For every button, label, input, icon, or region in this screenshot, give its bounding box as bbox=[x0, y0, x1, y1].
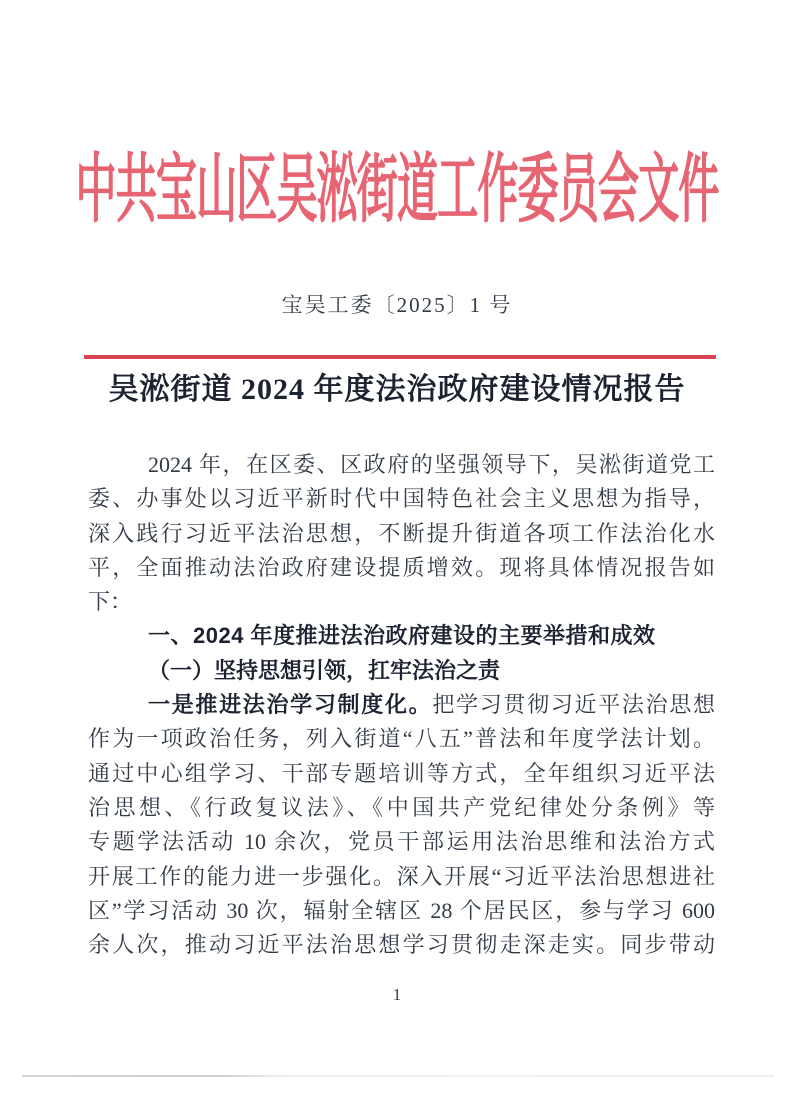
document-title: 吴淞街道 2024 年度法治政府建设情况报告 bbox=[108, 373, 686, 406]
body-line: 区”学习活动 30 次，辐射全辖区 28 个居民区，参与学习 600 bbox=[88, 897, 715, 923]
body-line: 专题学法活动 10 余次，党员干部运用法治思维和法治方式 bbox=[88, 829, 715, 855]
body-line: 开展工作的能力进一步强化。深入开展“习近平法治思想进社 bbox=[88, 863, 715, 889]
scan-edge-artifact bbox=[22, 1075, 774, 1077]
body-line: 治思想、《行政复议法》、《中国共产党纪律处分条例》等 bbox=[88, 794, 715, 820]
body-line: 一、2024 年度推进法治政府建设的主要举措和成效 bbox=[148, 623, 656, 649]
body-line: （一）坚持思想引领，扛牢法治之责 bbox=[148, 657, 501, 683]
body-line: 作为一项政治任务，列入街道“八五”普法和年度学法计划。 bbox=[88, 726, 715, 752]
body-line-bold-lead: 一是推进法治学习制度化。 bbox=[148, 692, 433, 718]
document-number: 宝吴工委〔2025〕1 号 bbox=[281, 293, 513, 317]
body-line: 余人次，推动习近平法治思想学习贯彻走深走实。同步带动 bbox=[88, 932, 715, 958]
document-header-title: 中共宝山区吴淞街道工作委员会文件 bbox=[75, 146, 719, 232]
body-line: 一是推进法治学习制度化。把学习贯彻习近平法治思想 bbox=[148, 692, 715, 718]
body-line: 2024 年，在区委、区政府的坚强领导下，吴淞街道党工 bbox=[148, 452, 715, 477]
red-divider-line bbox=[84, 355, 716, 359]
body-line: 深入践行习近平法治思想，不断提升街道各项工作法治化水 bbox=[88, 520, 715, 546]
page-number: 1 bbox=[392, 985, 402, 1004]
body-line: 通过中心组学习、干部专题培训等方式，全年组织习近平法 bbox=[88, 760, 715, 786]
body-line: 平，全面推动法治政府建设提质增效。现将具体情况报告如 bbox=[88, 554, 715, 580]
body-line: 下： bbox=[88, 589, 133, 615]
body-line: 委、办事处以习近平新时代中国特色社会主义思想为指导， bbox=[88, 486, 715, 512]
document-body bbox=[88, 448, 715, 962]
